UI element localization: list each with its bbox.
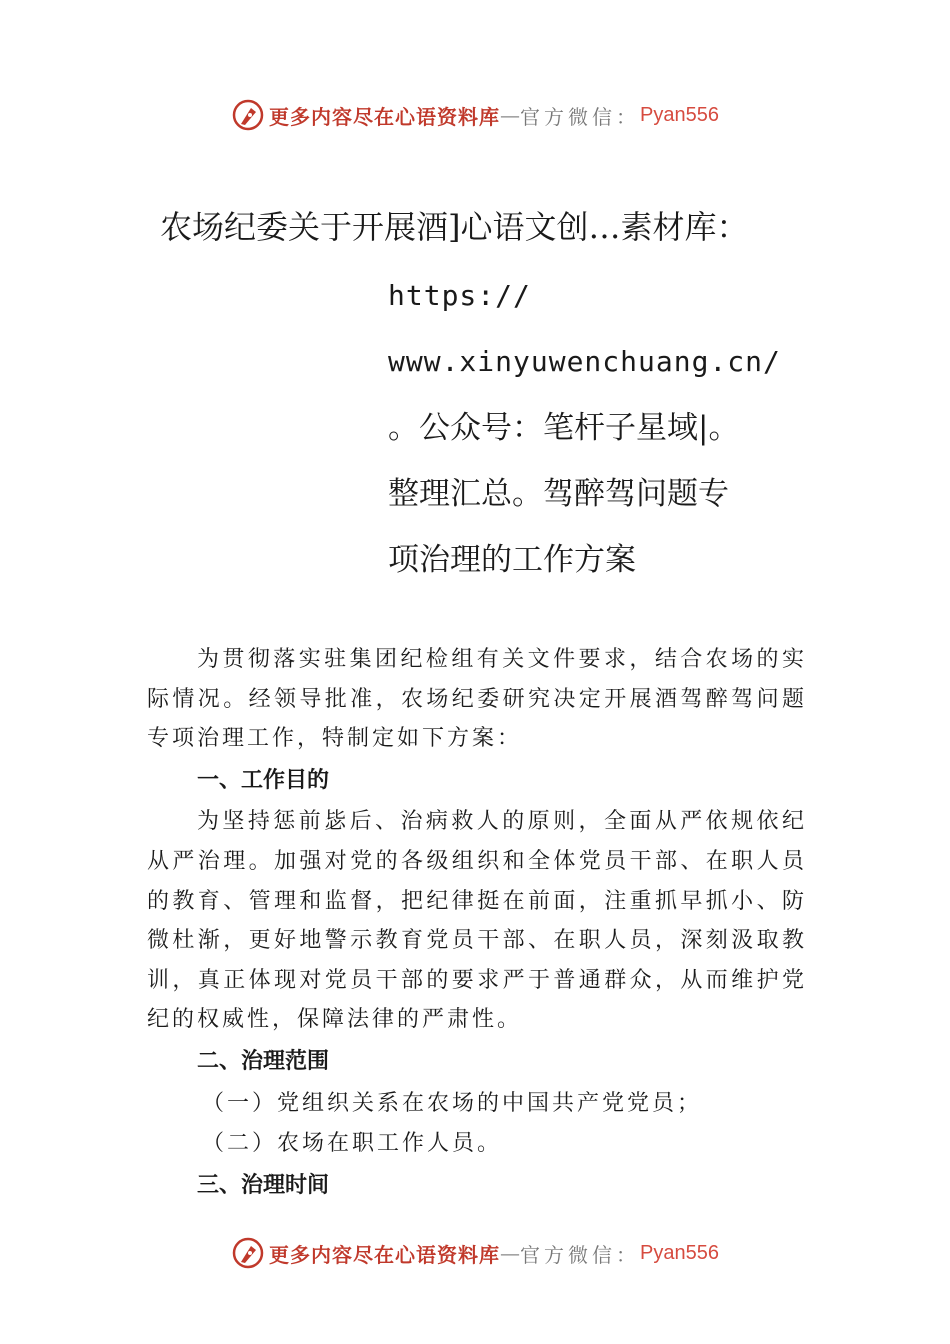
- banner-main-text: 更多内容尽在心语资料库: [269, 1242, 501, 1267]
- document-body: [147, 640, 807, 1207]
- banner-official-label: 官方微信：: [520, 104, 641, 129]
- purpose-paragraph: 为坚持惩前毖后、治病救人的原则，全面从严依规依纪从严治理。加强对党的各级组织和全体党员干部、在职人员的教育、管理和监督，把纪律挺在前面，注重抓早抓小、防微杜渐，更好地警示教育党员干部、在职人员，深刻汲取教训，真正体现对党员干部的要求严于普通群众，从而维护党纪的权威性，保障法律的严肃性。: [147, 809, 807, 1033]
- banner-official-label: 官方微信：: [520, 1242, 641, 1267]
- pen-nib-logo-icon: [231, 1236, 265, 1270]
- scope-item-2: （二）农场在职工作人员。: [202, 1130, 503, 1156]
- banner-wechat-id: Pyan556: [640, 103, 719, 126]
- title-line-summary: 整理汇总。驾醉驾问题专: [388, 476, 729, 512]
- document-title-continuation: [388, 270, 808, 600]
- banner-dash: —: [500, 103, 521, 127]
- section-heading-scope: 二、治理范围: [197, 1048, 330, 1074]
- intro-paragraph: 为贯彻落实驻集团纪检组有关文件要求，结合农场的实际情况。经领导批准，农场纪委研究决定开展酒驾醉驾问题专项治理工作，特制定如下方案：: [147, 647, 807, 752]
- pen-nib-logo-icon: [231, 98, 265, 132]
- banner-wechat-id: Pyan556: [640, 1241, 719, 1264]
- section-heading-time: 三、治理时间: [197, 1172, 330, 1198]
- banner-main-text: 更多内容尽在心语资料库: [269, 104, 501, 129]
- title-line-plan: 项治理的工作方案: [388, 542, 636, 578]
- title-line-url-scheme: https://: [388, 279, 531, 312]
- scope-item-1: （一）党组织关系在农场的中国共产党党员；: [202, 1090, 703, 1116]
- footer-banner: [0, 1233, 950, 1273]
- title-line-url-domain: www.xinyuwenchuang.cn/: [388, 345, 781, 378]
- header-banner: [0, 95, 950, 135]
- section-heading-purpose: 一、工作目的: [197, 767, 330, 793]
- document-title-line-1: 农场纪委关于开展酒]心语文创…素材库：: [160, 208, 749, 246]
- banner-dash: —: [500, 1241, 521, 1265]
- title-line-public-account: 。公众号：笔杆子星域|。: [388, 410, 740, 446]
